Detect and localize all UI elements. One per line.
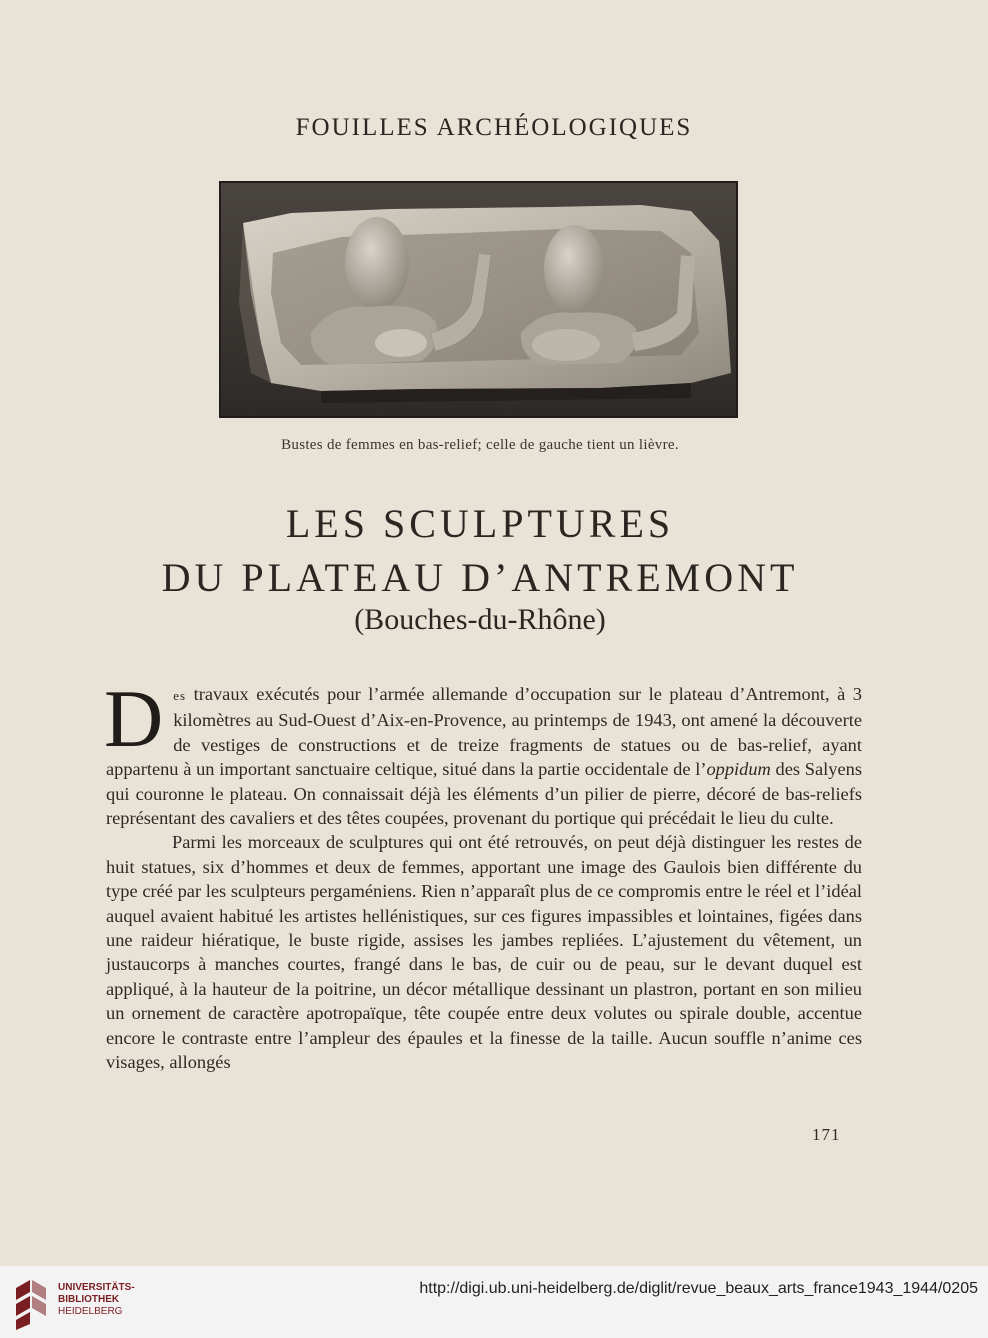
- library-footer: [0, 1266, 988, 1338]
- italic-term: oppidum: [706, 759, 771, 780]
- article-body: [104, 673, 862, 1075]
- first-word-smallcaps: es: [173, 688, 187, 703]
- paragraph-2: Parmi les morceaux de sculptures qui ont été retrouvés, on peut déjà distinguer les restes de huit statues, six d’hommes et deux de femmes, apportant une image des Gaulois bien différente du type créé par les sculpteurs pergaméniens. Rien n’apparaît plus de ce compromis entre le réel et l’idéal auquel avaient habitué les artistes hellénistiques, sur ces figures impassibles et lointaines, figées dans une raideur hiératique, le buste rigide, assises les jambes repliées. L’ajustement du vêtement, un justaucorps à manches courtes, frangé dans le bas, de cuir ou de peau, sur le devant duquel est appliqué, à la hauteur de la poitrine, un décor métallique dessinant un plastron, portant en son milieu un ornement de caractère apotropaïque, tête coupée entre deux volutes ou spirale double, accentue encore le contraste entre l’ampleur des épaules et la finesse de la taille. Aucun souffle n’anime ces visages, allongés: [106, 832, 862, 1073]
- page-number: 171: [812, 1125, 841, 1144]
- source-url-link[interactable]: http://digi.ub.uni-heidelberg.de/diglit/revue_beaux_arts_france1943_1944/0205: [419, 1280, 978, 1297]
- article-subtitle: (Bouches-du-Rhône): [354, 603, 606, 636]
- figure-caption: Bustes de femmes en bas-relief; celle de gauche tient un lièvre.: [281, 437, 679, 453]
- library-name: UNIVERSITÄTS- BIBLIOTHEK HEIDELBERG: [58, 1282, 135, 1317]
- running-head: FOUILLES ARCHÉOLOGIQUES: [295, 114, 693, 141]
- article-title-line-1: LES SCULPTURES: [285, 501, 675, 546]
- drop-cap: D: [104, 673, 164, 764]
- paragraph-1: Des travaux exécutés pour l’armée allemande d’occupation sur le plateau d’Antremont, à 3 kilomètres au Sud-Ouest d’Aix-en-Provence, au printemps de 1943, ont amené la découverte de vestiges de constructions et de treize fragments de statues ou de bas-relief, ayant appartenu à un important sanctuaire celtique, situé dans la partie occidentale de l’oppidum des Salyens qui couronne le plateau. On connaissait déjà les éléments d’un pilier de pierre, décoré de bas-reliefs représentant des cavaliers et des têtes coupées, provenant du portique qui précédait le lieu du culte.: [104, 673, 862, 829]
- bas-relief-photo: [219, 181, 738, 418]
- university-library-logo-icon: [12, 1278, 50, 1330]
- article-title-line-2: DU PLATEAU D’ANTREMONT: [161, 555, 799, 600]
